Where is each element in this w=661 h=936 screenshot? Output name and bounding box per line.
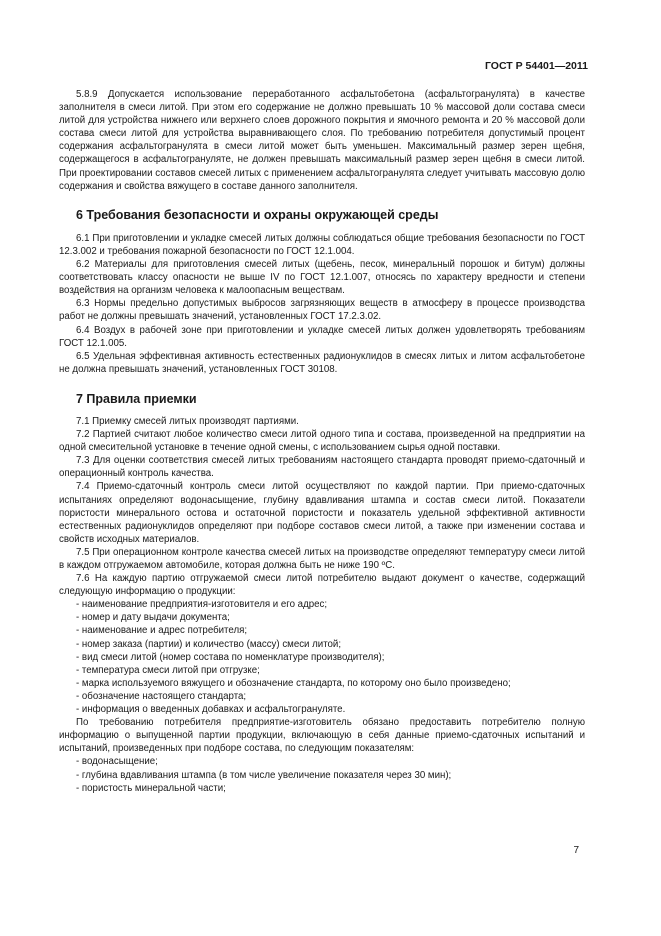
paragraph-7-2: 7.2 Партией считают любое количество смеси литой одного типа и состава, произведенной на предприятии на одной смесительной установке в течение одной смены, с использованием сырья одной поставки. [59,429,585,454]
paragraph-6-1: 6.1 При приготовлении и укладке смесей литых должны соблюдаться общие требования безопасности по ГОСТ 12.3.002 и требования пожарной безопасности по ГОСТ 12.1.004. [59,232,585,257]
list-item: - обозначение настоящего стандарта; [76,690,247,702]
paragraph-6-2: 6.2 Материалы для приготовления смесей литых (щебень, песок, минеральный порошок и битум) должны соответствовать классу опасности не выше IV по ГОСТ 12.1.007, относясь по характеру вредности и степени воздействия на организм человека к малоопасным веществам. [59,259,585,297]
paragraph-5-8-9: 5.8.9 Допускается использование переработанного асфальтобетона (асфальтогранулята) в качестве заполнителя в смеси литой. При этом его содержание не должно превышать 10 % массовой доли состава смеси литой для устройства нижнего или верхнего слоев дорожного покрытия и ямочного ремонта и 20 % массовой доли состава смеси литой для устройства выравнивающего слоя. По требованию потребителя допустимый процент содержания асфальтогранулята в смеси литой может быть уменьшен. Максимальный размер зерен щебня, содержащегося в асфальтогрануляте, не должен превышать максимальный размер зерен щебня в смеси литой. При проектировании составов смесей литых с применением асфальтогранулята следует учитывать массовую долю содержания и свойства вяжущего в составе данного заполнителя. [59,89,585,192]
list-item: - глубина вдавливания штампа (в том числе увеличение показателя через 30 мин); [76,769,452,781]
document-header: ГОСТ Р 54401—2011 [484,60,588,72]
paragraph-7-6: 7.6 На каждую партию отгружаемой смеси литой потребителю выдают документ о качестве, содержащий следующую информацию о продукции: [59,573,585,598]
paragraph-7-3: 7.3 Для оценки соответствия смесей литых требованиям настоящего стандарта проводят приемо-сдаточный и операционный контроль качества. [59,455,585,480]
paragraph-6-5: 6.5 Удельная эффективная активность естественных радионуклидов в смесях литых и литом асфальтобетоне не должна превышать значений, установленных ГОСТ 30108. [59,350,585,375]
list-item: - номер заказа (партии) и количество (массу) смеси литой; [76,638,342,650]
list-item: - информация о введенных добавках и асфальтогрануляте. [76,704,346,716]
paragraph-7-1: 7.1 Приемку смесей литых производят партиями. [76,415,299,427]
list-item: - наименование предприятия-изготовителя и его адрес; [76,599,328,611]
list-item: - температура смеси литой при отгрузке; [76,664,260,676]
list-item: - вид смеси литой (номер состава по номенклатуре производителя); [76,651,385,663]
section-7-title: 7 Правила приемки [76,391,197,406]
quality-document-list [59,598,585,716]
page-body [59,88,585,795]
indicators-list [59,755,585,794]
list-item: - наименование и адрес потребителя; [76,625,248,637]
paragraph-7-4: 7.4 Приемо-сдаточный контроль смеси литой осуществляют по каждой партии. При приемо-сдаточных испытаниях определяют водонасыщение, глубину вдавливания штампа и состав смеси литой. Показатели пористости минерального остова и остаточной пористости и показатель удельной эффективной активности естественных радионуклидов определяют при подборе составов смеси литой, а также при изменении состава и свойств исходных материалов. [59,481,585,545]
page-number: 7 [573,845,579,856]
list-item: - марка используемого вяжущего и обозначение стандарта, по которому оно было произведено; [76,677,511,689]
section-6-title: 6 Требования безопасности и охраны окружающей среды [76,207,439,222]
paragraph-6-3: 6.3 Нормы предельно допустимых выбросов загрязняющих веществ в атмосферу в процессе производства работ не должны превышать значений, установленных ГОСТ 17.2.3.02. [59,298,585,323]
paragraph-consumer-request: По требованию потребителя предприятие-изготовитель обязано предоставить потребителю полную информацию о выпущенной партии продукции, включающую в себя данные приемо-сдаточных испытаний и испытаний, произведенных при подборе состава, по следующим показателям: [59,717,585,755]
list-item: - водонасыщение; [76,756,158,768]
paragraph-7-5: 7.5 При операционном контроле качества смесей литых на производстве определяют температуру смеси литой в каждом отгружаемом автомобиле, которая должна быть не ниже 190 ºС. [59,546,585,571]
paragraph-6-4: 6.4 Воздух в рабочей зоне при приготовлении и укладке смесей литых должен удовлетворять требованиям ГОСТ 12.1.005. [59,324,585,349]
list-item: - пористость минеральной части; [76,782,226,794]
list-item: - номер и дату выдачи документа; [76,612,230,624]
